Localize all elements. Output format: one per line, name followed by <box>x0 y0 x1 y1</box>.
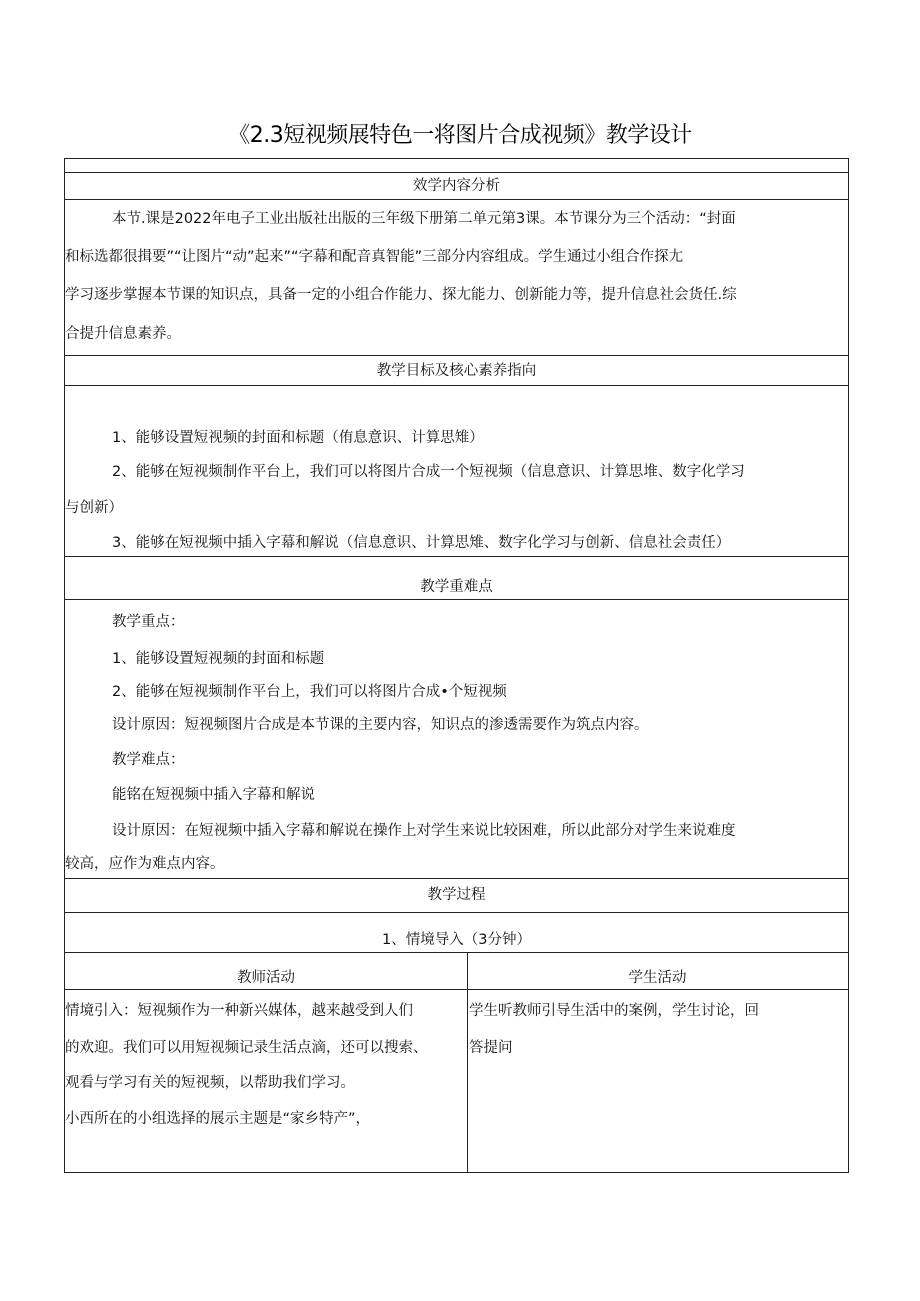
section-header-objectives: 教学目标及核心素养指向 <box>376 363 537 379</box>
key-point-line: 能铭在短视频中插入字幕和解说 <box>112 787 315 803</box>
section-header-process: 教学过程 <box>427 887 486 903</box>
paragraph-line: 和标选都很揖要”“让图片“动”起来”“字幕和配音真智能”三部分内容组成。学生通过小组合作探尢 <box>65 249 684 265</box>
key-point-line: 设计原因：在短视频中插入字幕和解说在操作上对学生来说比较困难，所以此部分对学生来说难度 <box>112 823 736 839</box>
key-point-line: 2、能够在短视频制作平台上，我们可以将图片合成•个短视频 <box>112 684 507 700</box>
table-rule <box>65 912 848 913</box>
teacher-activity-line: 小西所在的小组选择的展示主题是“家乡特产”， <box>65 1111 371 1127</box>
student-activity-line: 答提问 <box>469 1040 513 1056</box>
objective-line: 1、能够设置短视频的封面和标题（侑息意识、计算思雉） <box>112 430 484 446</box>
objective-line: 3、能够在短视频中插入字幕和解说（信息意识、计算思雉、数字化学习与创新、信息社会责任） <box>112 535 731 551</box>
teacher-activity-header: 教师活动 <box>237 970 295 986</box>
student-activity-header: 学生活动 <box>628 970 687 986</box>
student-activity-line: 学生听教师引导生活中的案例，学生讨论，回 <box>469 1003 759 1019</box>
table-rule <box>65 199 848 200</box>
table-rule <box>65 355 848 356</box>
section-header-key-points: 教学重难点 <box>420 579 493 595</box>
table-rule <box>65 989 848 990</box>
subsection-header-intro: 1、情境导入（3分钟） <box>382 932 531 948</box>
teacher-activity-line: 的欢迎。我们可以用短视频记录生活点滴，还可以搜索、 <box>65 1040 428 1056</box>
table-rule <box>65 878 848 879</box>
lesson-plan-table <box>64 158 849 1173</box>
table-rule <box>65 599 848 600</box>
objective-line: 2、能够在短视频制作平台上，我们可以将图片合成一个短视频（信息意识、计算思堆、数字化学习 <box>112 464 745 480</box>
key-point-line: 1、能够设置短视频的封面和标题 <box>112 651 325 667</box>
table-rule <box>65 556 848 557</box>
teacher-activity-line: 观看与学习有关的短视频，以帮助我们学习。 <box>65 1075 355 1091</box>
table-rule <box>65 172 848 173</box>
key-point-line: 较高，应作为难点内容。 <box>65 856 225 872</box>
paragraph-line: 本节.课是2022年电子工业出版社出版的三年级下册第二单元第3课。本节课分为三个活动：“封面 <box>112 211 736 227</box>
paragraph-line: 学习逐步掌握本节课的知识点，具备一定的小组合作能力、探尢能力、创新能力等，提升信息社会货任.综 <box>65 287 737 303</box>
table-rule <box>65 385 848 386</box>
teacher-activity-line: 情境引入：短视频作为一种新兴媒体，越来越受到人们 <box>65 1003 413 1019</box>
section-header-content-analysis: 效学内容分析 <box>413 178 500 194</box>
paragraph-line: 合提升信息素养。 <box>65 326 181 342</box>
document-title: 《2.3短视频展特色一将图片合成视频》教学设计 <box>228 123 692 148</box>
table-rule <box>65 952 848 953</box>
key-point-line: 教学难点： <box>112 752 185 768</box>
objective-line: 与创新） <box>65 500 123 516</box>
key-point-line: 设计原因：短视频图片合成是本节课的主要内容，知识点的渗透需要作为筑点内容。 <box>112 717 649 733</box>
key-point-line: 教学重点： <box>112 614 185 630</box>
